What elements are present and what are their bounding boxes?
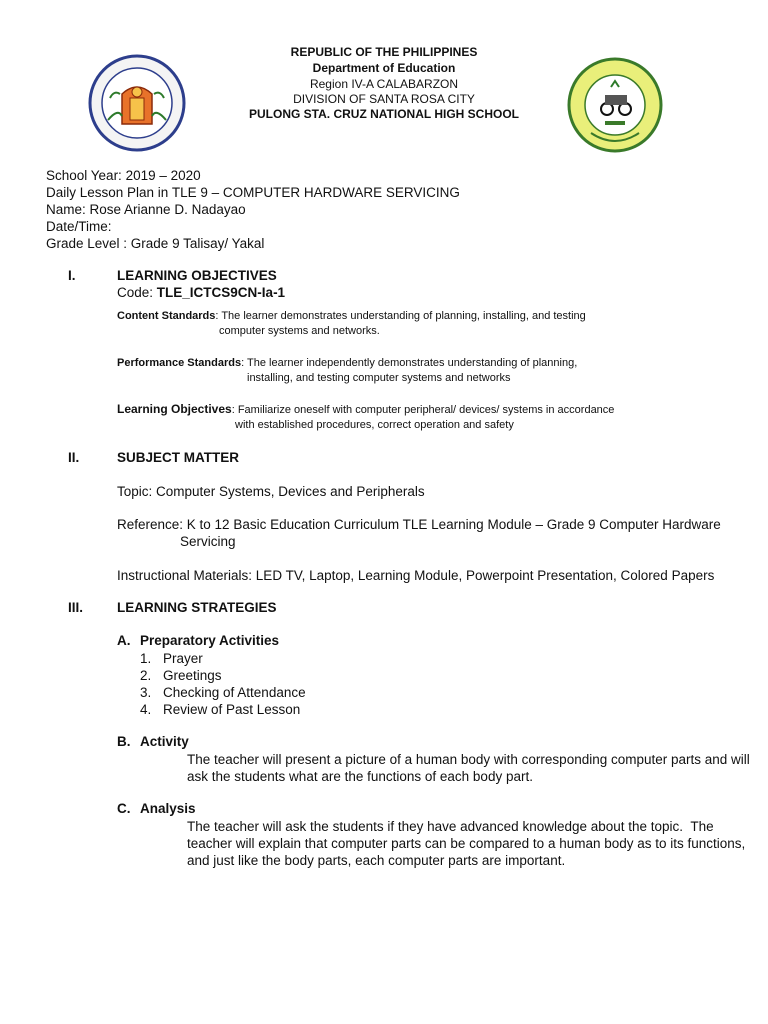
list-item [140,701,301,718]
performance-standards-text-2: installing, and testing computer systems and networks [247,372,511,384]
list-item [140,667,222,684]
list-item-text: Review of Past Lesson [163,702,301,717]
section-2-title: SUBJECT MATTER [117,450,240,465]
subsection-a-letter: A. [117,633,131,648]
plan-title: Daily Lesson Plan in TLE 9 – COMPUTER HARDWARE SERVICING [46,185,460,200]
content-standards-label: Content Standards [117,310,216,322]
subsection-c-title: Analysis [140,801,196,816]
list-item-number: 1. [140,651,152,666]
header-region: Region IV-A CALABARZON [309,77,459,91]
header-division: DIVISION OF SANTA ROSA CITY [293,92,475,106]
list-item-text: Checking of Attendance [163,685,306,700]
reference-line-2: Servicing [180,534,236,549]
learning-objectives-text: : Familiarize oneself with computer peripheral/ devices/ systems in accordance [231,404,615,416]
analysis-text-2: teacher will explain that computer parts can be compared to a human body as to its functions, [187,836,746,851]
analysis-text-1: The teacher will ask the students if they have advanced knowledge about the topic. The [187,819,714,834]
section-1-number: I. [68,268,76,283]
code-value: TLE_ICTCS9CN-Ia-1 [156,285,286,300]
header-republic: REPUBLIC OF THE PHILIPPINES [290,45,478,59]
analysis-text-3: and just like the body parts, each computer parts are important. [187,853,566,868]
code-label: Code: [117,285,154,300]
subsection-a-title: Preparatory Activities [140,633,280,648]
reference-line-1: Reference: K to 12 Basic Education Curriculum TLE Learning Module – Grade 9 Computer Hardware [117,517,721,532]
learning-objectives-label: Learning Objectives [117,402,232,416]
performance-standards-text: : The learner independently demonstrates understanding of planning, [241,357,578,369]
section-1-title: LEARNING OBJECTIVES [117,268,277,283]
section-3-title: LEARNING STRATEGIES [117,600,277,615]
list-item [140,684,306,701]
school-year: School Year: 2019 – 2020 [46,168,201,183]
subsection-b-title: Activity [140,734,189,749]
list-item-number: 3. [140,685,152,700]
teacher-name: Name: Rose Arianne D. Nadayao [46,202,246,217]
list-item-number: 2. [140,668,152,683]
subsection-b-letter: B. [117,734,131,749]
activity-text-2: ask the students what are the functions of each body part. [187,769,533,784]
header-department: Department of Education [312,61,456,75]
topic: Topic: Computer Systems, Devices and Peripherals [117,484,425,499]
list-item-number: 4. [140,702,152,717]
activity-text-1: The teacher will present a picture of a human body with corresponding computer parts and will [187,752,750,767]
list-item-text: Greetings [163,668,222,683]
list-item [140,650,203,667]
subsection-c-letter: C. [117,801,131,816]
instructional-materials: Instructional Materials: LED TV, Laptop, Learning Module, Powerpoint Presentation, Colored Papers [117,568,715,583]
content-standards-text-2: computer systems and networks. [219,325,380,337]
section-3-number: III. [68,600,84,615]
header-school: PULONG STA. CRUZ NATIONAL HIGH SCHOOL [249,107,519,121]
learning-objectives-text-2: with established procedures, correct operation and safety [235,419,514,431]
content-standards-text: : The learner demonstrates understanding of planning, installing, and testing [215,310,586,322]
section-2-number: II. [68,450,80,465]
grade-level: Grade Level : Grade 9 Talisay/ Yakal [46,236,265,251]
list-item-text: Prayer [163,651,203,666]
date-time: Date/Time: [46,219,112,234]
performance-standards-label: Performance Standards [117,357,242,369]
